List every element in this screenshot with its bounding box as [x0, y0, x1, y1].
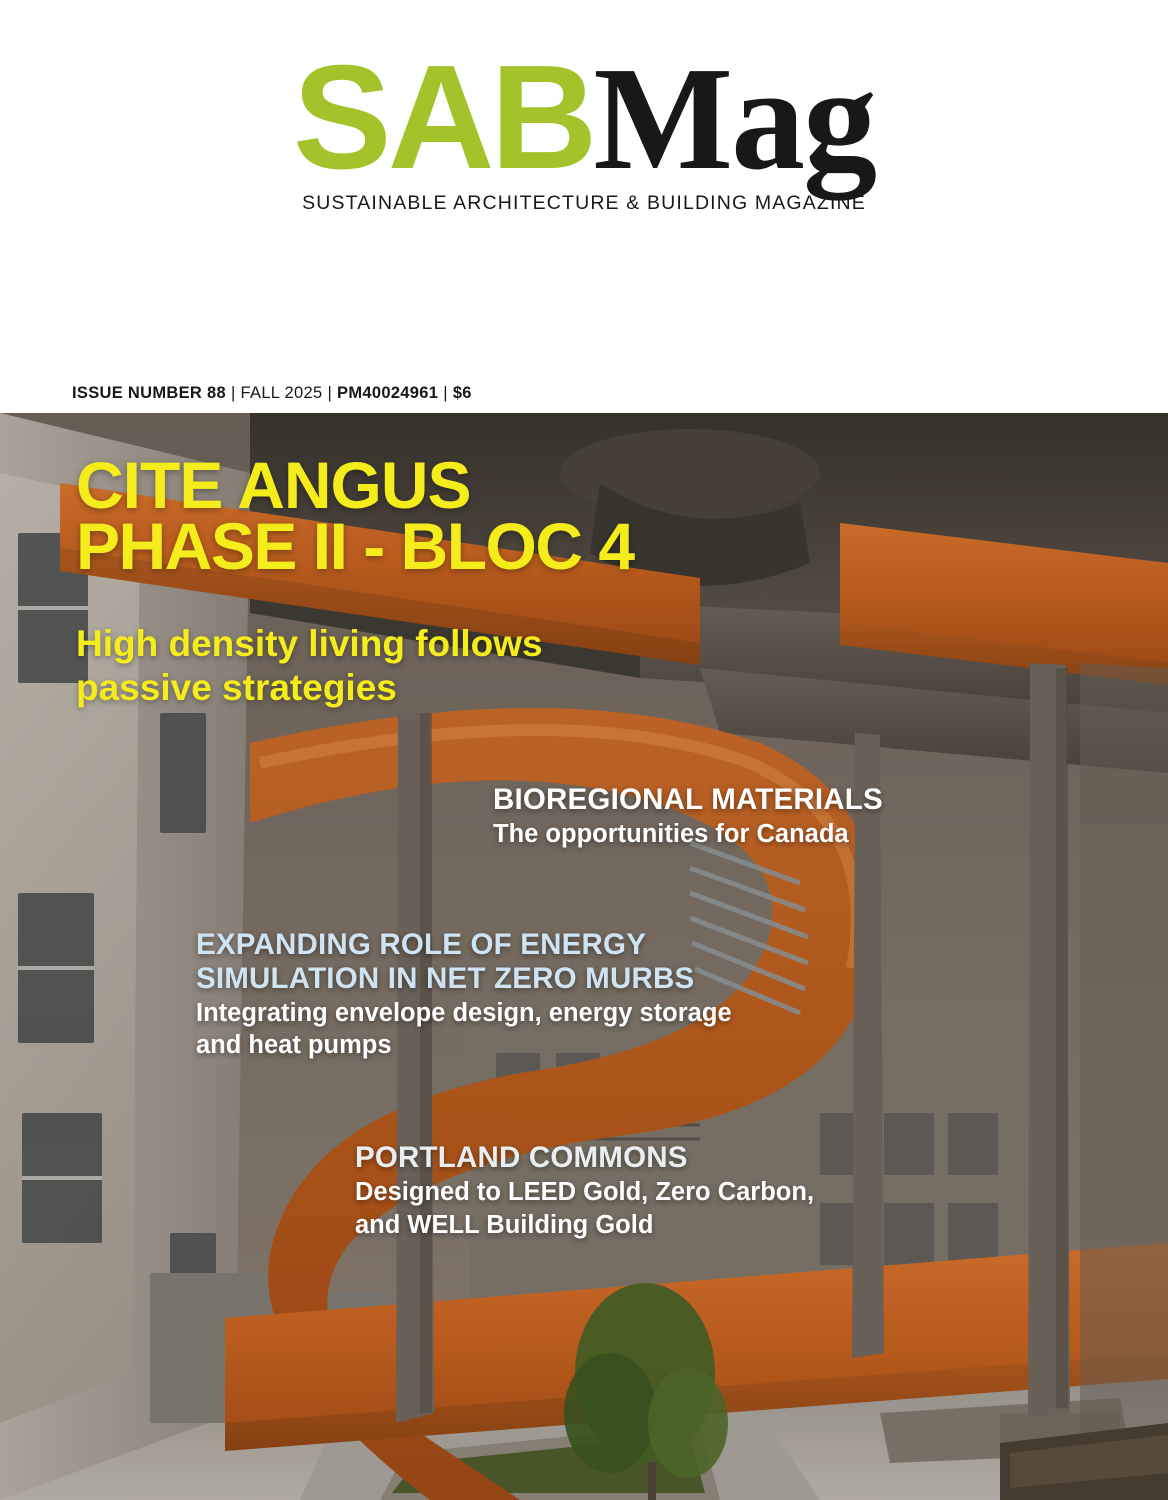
logo-text-sab: SAB	[292, 35, 594, 200]
teaser-energy-simulation	[196, 928, 732, 1061]
teaser-3-subtitle-line-2: and WELL Building Gold	[355, 1210, 654, 1239]
teaser-portland-commons	[355, 1141, 814, 1240]
cover-headline	[76, 448, 634, 584]
teaser-2-subtitle-line-1: Integrating envelope design, energy storage	[196, 998, 732, 1027]
logo-text-mag: Mag	[593, 37, 876, 201]
issue-separator-2: |	[327, 384, 333, 402]
teaser-2-title-line-1: EXPANDING ROLE OF ENERGY	[196, 928, 647, 961]
subhead-line-1: High density living follows	[76, 623, 543, 664]
teaser-3-title: PORTLAND COMMONS	[355, 1141, 688, 1174]
issue-season: FALL 2025	[240, 384, 323, 402]
headline-line-1: CITE ANGUS	[76, 448, 471, 522]
teaser-2-title-line-2: SIMULATION IN NET ZERO MURBS	[196, 961, 695, 995]
magazine-tagline: SUSTAINABLE ARCHITECTURE & BUILDING MAGAZINE	[302, 191, 866, 214]
issue-separator-3: |	[443, 384, 448, 402]
teaser-1-title: BIOREGIONAL MATERIALS	[493, 783, 883, 816]
headline-line-2: PHASE II - BLOC 4	[76, 509, 634, 584]
issue-number: ISSUE NUMBER 88	[72, 384, 226, 402]
teaser-1-subtitle: The opportunities for Canada	[493, 819, 849, 848]
subhead-line-2: passive strategies	[76, 666, 397, 708]
issue-registration-number: PM40024961	[337, 384, 439, 402]
cover-subhead	[76, 622, 543, 709]
teaser-3-subtitle-line-1: Designed to LEED Gold, Zero Carbon,	[355, 1177, 815, 1206]
masthead	[0, 35, 1168, 215]
issue-info-line	[72, 384, 472, 403]
issue-price: $6	[452, 384, 472, 402]
teaser-2-subtitle-line-2: and heat pumps	[196, 1031, 392, 1060]
teaser-bioregional-materials	[493, 783, 883, 850]
issue-separator-1: |	[230, 384, 236, 402]
magazine-logo	[0, 35, 1168, 201]
